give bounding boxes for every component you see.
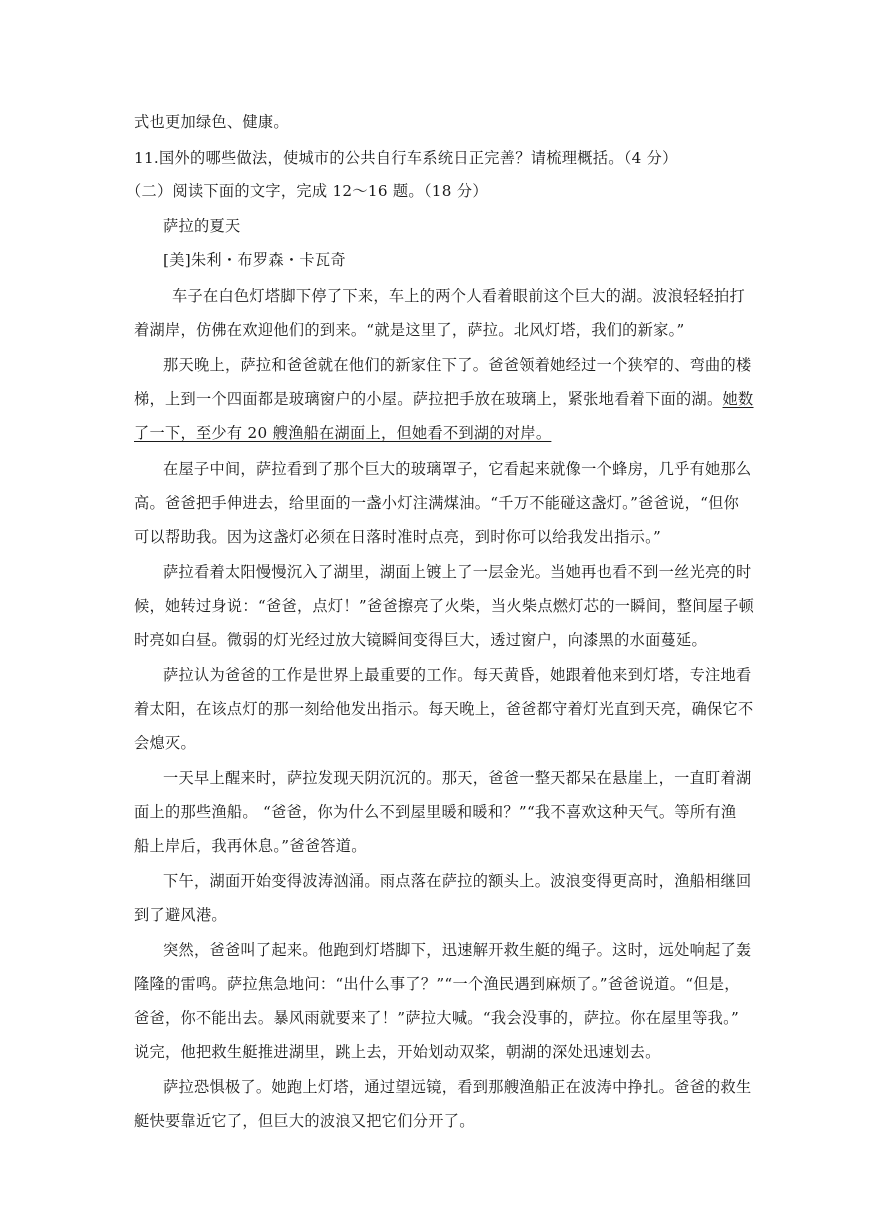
text-line: 着湖岸，仿佛在欢迎他们的到来。“就是这里了，萨拉。北风灯塔，我们的新家。” [134, 321, 685, 339]
text-line: 面上的那些渔船。 “爸爸，你为什么不到屋里暖和暖和？”“我不喜欢这种天气。等所有渔 [134, 803, 737, 821]
text-line: 说完，他把救生艇推进湖里，跳上去，开始划动双桨，朝湖的深处迅速划去。 [134, 1043, 661, 1061]
text-line: 船上岸后，我再休息。”爸爸答道。 [134, 837, 367, 855]
text-line: 在屋子中间，萨拉看到了那个巨大的玻璃罩子，它看起来就像一个蜂房，几乎有她那么 [163, 460, 752, 478]
text-line: 萨拉看着太阳慢慢沉入了湖里，湖面上镀上了一层金光。当她再也看不到一丝光亮的时 [163, 563, 752, 581]
text-line: 时亮如白昼。微弱的灯光经过放大镜瞬间变得巨大，透过窗户，向漆黑的水面蔓延。 [134, 631, 708, 649]
text-line: 突然，爸爸叫了起来。他跑到灯塔脚下，迅速解开救生艇的绳子。这时，远处响起了轰 [163, 941, 752, 959]
text-line: 隆隆的雷鸣。萨拉焦急地问：“出什么事了？”“一个渔民遇到麻烦了。”爸爸说道。“但是， [134, 975, 740, 993]
text-line: 下午，湖面开始变得波涛汹涌。雨点落在萨拉的额头上。波浪变得更高时，渔船相继回 [163, 872, 752, 890]
text-segment: 梯，上到一个四面都是玻璃窗户的小屋。萨拉把手放在玻璃上，紧张地看着下面的湖。 [134, 390, 723, 408]
text-line: 式也更加绿色、健康。 [134, 113, 289, 131]
text-line: 车子在白色灯塔脚下停了下来，车上的两个人看着眼前这个巨大的湖。波浪轻轻拍打 [172, 287, 746, 305]
question-11: 11.国外的哪些做法，使城市的公共自行车系统日正完善？请梳理概括。（4 分） [134, 149, 678, 167]
text-line: 爸爸，你不能出去。暴风雨就要来了！”萨拉大喊。“我会没事的，萨拉。你在屋里等我。” [134, 1009, 740, 1027]
story-author: [美]朱利・布罗森・卡瓦奇 [163, 251, 346, 269]
text-line: 一天早上醒来时，萨拉发现天阴沉沉的。那天，爸爸一整天都呆在悬崖上，一直盯着湖 [163, 769, 752, 787]
text-line: 候，她转过身说：“爸爸，点灯！”爸爸擦亮了火柴，当火柴点燃灯芯的一瞬间，整间屋子顿 [134, 597, 755, 615]
story-title: 萨拉的夏天 [163, 217, 241, 235]
underlined-sentence: 了一下，至少有 20 艘渔船在湖面上，但她看不到湖的对岸。 [134, 424, 552, 442]
underlined-sentence: 她数 [722, 390, 754, 408]
text-line: 高。爸爸把手伸进去，给里面的一盏小灯注满煤油。“千万不能碰这盏灯。”爸爸说，“但你 [134, 494, 740, 512]
text-line: 会熄灭。 [134, 734, 196, 752]
text-line [134, 389, 754, 409]
text-line: 萨拉认为爸爸的工作是世界上最重要的工作。每天黄昏，她跟着他来到灯塔，专注地看 [163, 666, 752, 684]
text-line: 到了避风港。 [134, 906, 227, 924]
text-line: 那天晚上，萨拉和爸爸就在他们的新家住下了。爸爸领着她经过一个狭窄的、弯曲的楼 [163, 356, 752, 374]
text-line: 艇快要靠近它了，但巨大的波浪又把它们分开了。 [134, 1112, 475, 1130]
text-line: 萨拉恐惧极了。她跑上灯塔，通过望远镜，看到那艘渔船正在波涛中挣扎。爸爸的救生 [163, 1078, 752, 1096]
section-heading: （二）阅读下面的文字，完成 12～16 题。（18 分） [126, 182, 488, 200]
text-line: 可以帮助我。因为这盏灯必须在日落时准时点亮，到时你可以给我发出指示。” [134, 528, 662, 546]
text-line: 着太阳，在该点灯的那一刻给他发出指示。每天晚上，爸爸都守着灯光直到天亮，确保它不 [134, 700, 754, 718]
